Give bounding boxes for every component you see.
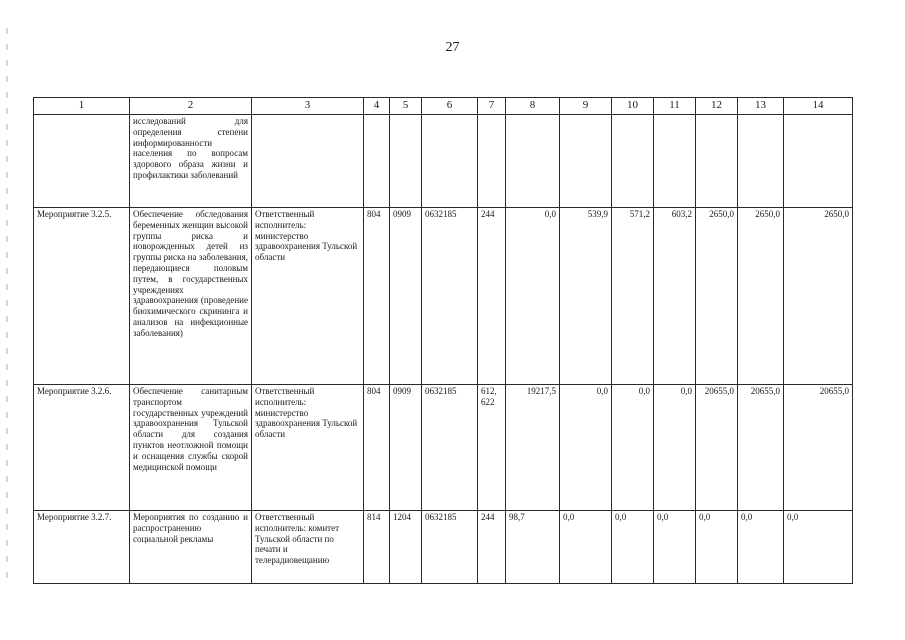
col-header-8: 8 [506,98,560,115]
measure-description-cell: Обеспечение санитарным транспортом государственных учреждений здравоохранения Тульской области для создания пунктов неотложной помощи и оснащения службы скорой медицинской помощи [130,385,252,511]
amount-cell [784,115,853,208]
amount-cell [612,115,654,208]
code-cell: 804 [364,208,390,385]
amount-cell: 2650,0 [696,208,738,385]
scan-edge-marks [6,28,8,588]
table-row [34,385,853,511]
executor-cell [252,115,364,208]
header-row [34,98,853,115]
measure-id-cell: Мероприятие 3.2.6. [34,385,130,511]
measure-id-cell: Мероприятие 3.2.7. [34,511,130,584]
amount-cell: 0,0 [506,208,560,385]
code-cell: 0632185 [422,511,478,584]
col-header-7: 7 [478,98,506,115]
executor-cell: Ответственный исполнитель: министерство здравоохранения Тульской области [252,385,364,511]
code-cell: 0909 [390,208,422,385]
amount-cell: 0,0 [560,511,612,584]
col-header-14: 14 [784,98,853,115]
amount-cell: 2650,0 [738,208,784,385]
amount-cell: 0,0 [560,385,612,511]
amount-cell: 0,0 [612,385,654,511]
code-cell: 244 [478,208,506,385]
amount-cell: 603,2 [654,208,696,385]
budget-table [33,97,853,584]
col-header-13: 13 [738,98,784,115]
col-header-2: 2 [130,98,252,115]
code-cell: 1204 [390,511,422,584]
executor-cell: Ответственный исполнитель: комитет Тульской области по печати и телерадиовещанию [252,511,364,584]
amount-cell [738,115,784,208]
code-cell [478,115,506,208]
measure-id-cell [34,115,130,208]
amount-cell: 20655,0 [738,385,784,511]
code-cell: 0632185 [422,385,478,511]
amount-cell: 0,0 [696,511,738,584]
measure-id-cell: Мероприятие 3.2.5. [34,208,130,385]
amount-cell: 0,0 [738,511,784,584]
code-cell [390,115,422,208]
code-cell [422,115,478,208]
table-row [34,115,853,208]
page-number: 27 [445,40,460,55]
table-row [34,511,853,584]
col-header-10: 10 [612,98,654,115]
amount-cell: 571,2 [612,208,654,385]
col-header-11: 11 [654,98,696,115]
amount-cell [560,115,612,208]
amount-cell: 98,7 [506,511,560,584]
code-cell: 244 [478,511,506,584]
measure-description-cell: Мероприятия по созданию и распространению социальной рекламы [130,511,252,584]
table-row [34,208,853,385]
col-header-6: 6 [422,98,478,115]
amount-cell: 0,0 [654,385,696,511]
amount-cell [654,115,696,208]
col-header-5: 5 [390,98,422,115]
col-header-1: 1 [34,98,130,115]
amount-cell: 0,0 [654,511,696,584]
amount-cell: 20655,0 [696,385,738,511]
code-cell: 814 [364,511,390,584]
col-header-4: 4 [364,98,390,115]
code-cell [364,115,390,208]
executor-cell: Ответственный исполнитель: министерство здравоохранения Тульской области [252,208,364,385]
measure-description-cell: исследований для определения степени информированности населения по вопросам здорового образа жизни и профилактики заболеваний [130,115,252,208]
code-cell: 612, 622 [478,385,506,511]
measure-description-cell: Обеспечение обследования беременных женщин высокой группы риска и новорожденных детей из группы риска на заболевания, передающиеся половым путем, в государственных учреждениях здравоохранения (проведение биохимического скрининга и анализов на инфекционные заболевания) [130,208,252,385]
amount-cell: 19217,5 [506,385,560,511]
code-cell: 0632185 [422,208,478,385]
amount-cell: 20655,0 [784,385,853,511]
amount-cell: 2650,0 [784,208,853,385]
amount-cell [696,115,738,208]
col-header-9: 9 [560,98,612,115]
amount-cell [506,115,560,208]
amount-cell: 0,0 [612,511,654,584]
code-cell: 804 [364,385,390,511]
col-header-12: 12 [696,98,738,115]
amount-cell: 539,9 [560,208,612,385]
code-cell: 0909 [390,385,422,511]
col-header-3: 3 [252,98,364,115]
amount-cell: 0,0 [784,511,853,584]
